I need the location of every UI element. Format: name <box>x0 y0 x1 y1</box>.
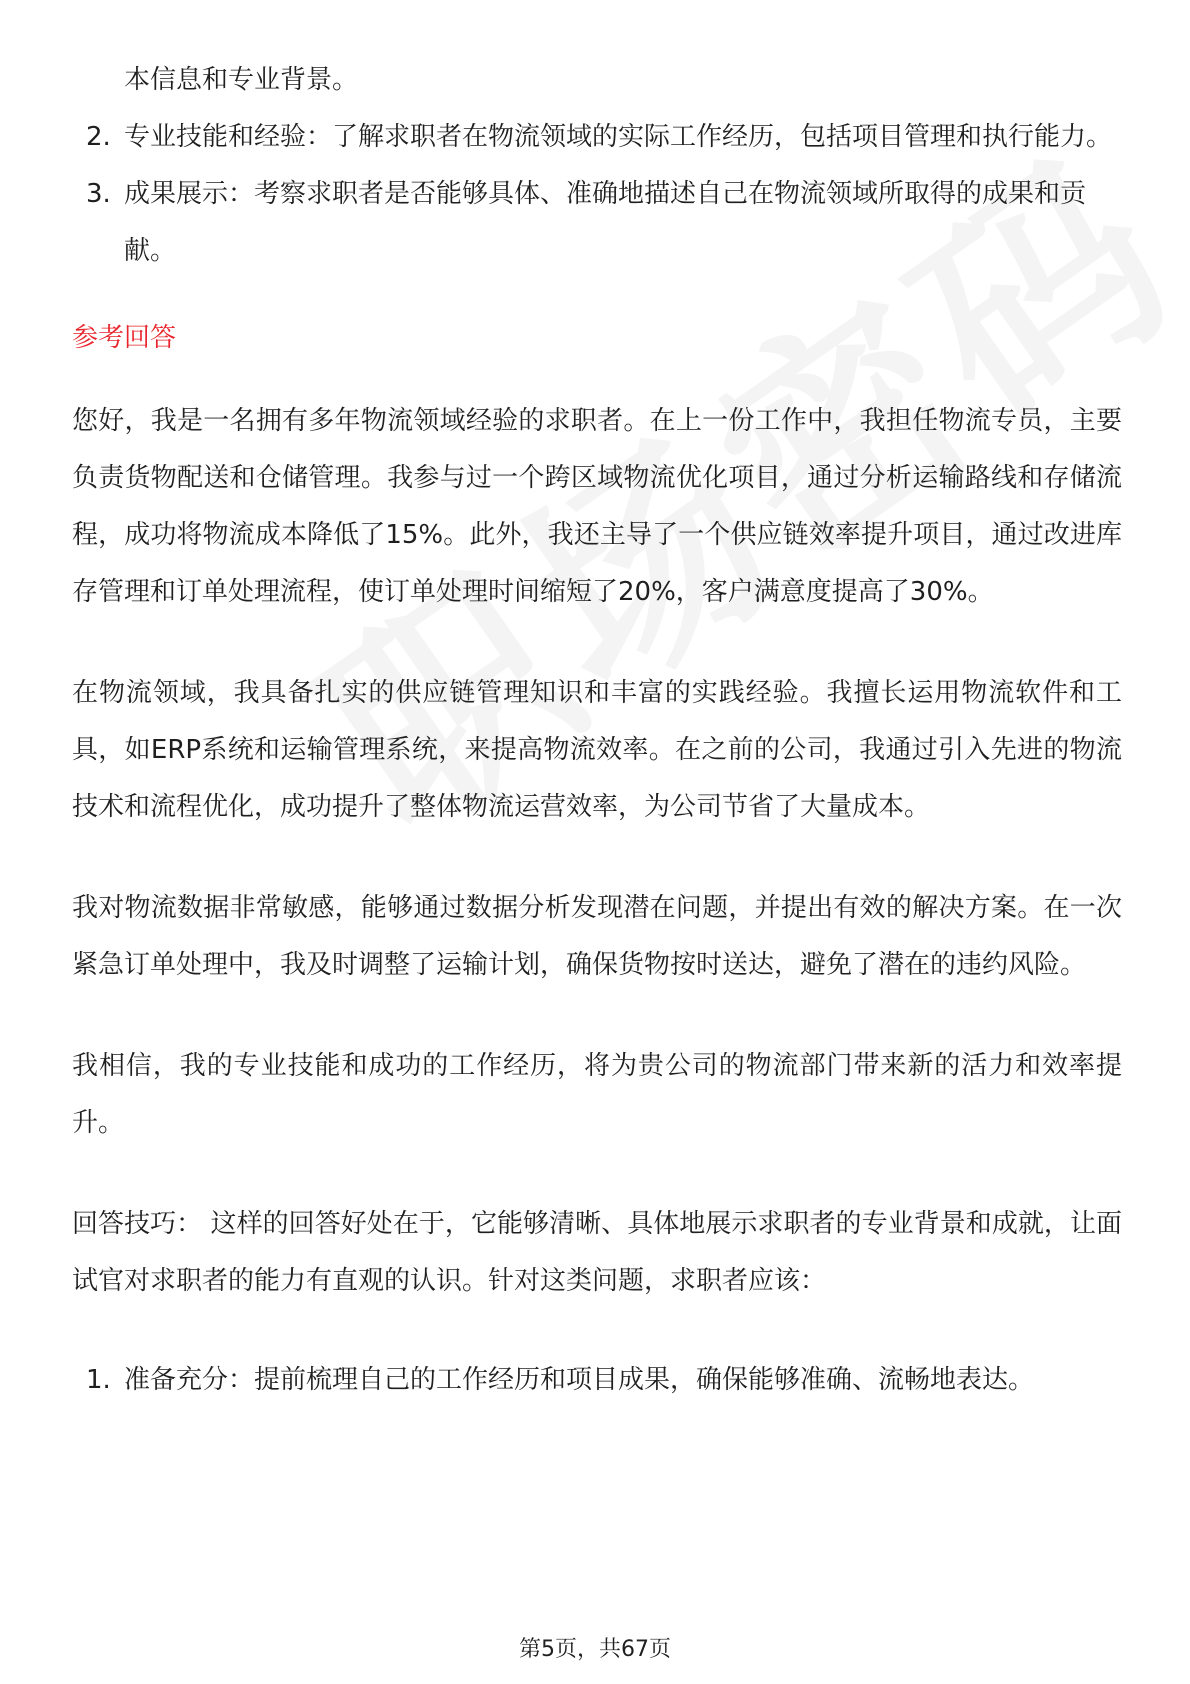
page-footer: 第5页，共67页 <box>519 1637 671 1662</box>
section-heading: 参考回答 <box>72 323 177 353</box>
list-number: 2. <box>86 122 111 152</box>
paragraph: 我对物流数据非常敏感，能够通过数据分析发现潜在问题，并提出有效的解决方案。在一次紧急订单处理中，我及时调整了运输计划，确保货物按时送达，避免了潜在的违约风险。 <box>72 893 1122 980</box>
list-item-text: 成果展示：考察求职者是否能够具体、准确地描述自己在物流领域所取得的成果和贡献。 <box>124 179 1087 266</box>
page-content <box>72 52 1122 1409</box>
criteria-list <box>72 109 1122 280</box>
list-number: 1. <box>86 1365 111 1395</box>
tips-list <box>72 1352 1122 1409</box>
paragraph: 我相信，我的专业技能和成功的工作经历，将为贵公司的物流部门带来新的活力和效率提升。 <box>72 1051 1122 1138</box>
list-item-text: 专业技能和经验：了解求职者在物流领域的实际工作经历，包括项目管理和执行能力。 <box>124 122 1113 152</box>
paragraph: 在物流领域，我具备扎实的供应链管理知识和丰富的实践经验。我擅长运用物流软件和工具，如ERP系统和运输管理系统，来提高物流效率。在之前的公司，我通过引入先进的物流技术和流程优化，成功提升了整体物流运营效率，为公司节省了大量成本。 <box>72 678 1122 822</box>
list-item-continuation: 本信息和专业背景。 <box>124 65 359 95</box>
paragraph: 您好，我是一名拥有多年物流领域经验的求职者。在上一份工作中，我担任物流专员，主要负责货物配送和仓储管理。我参与过一个跨区域物流优化项目，通过分析运输路线和存储流程，成功将物流成本降低了15%。此外，我还主导了一个供应链效率提升项目，通过改进库存管理和订单处理流程，使订单处理时间缩短了20%，客户满意度提高了30%。 <box>72 406 1122 607</box>
list-item <box>72 109 1122 166</box>
list-item <box>72 166 1122 280</box>
list-item-text: 准备充分：提前梳理自己的工作经历和项目成果，确保能够准确、流畅地表达。 <box>124 1365 1035 1395</box>
list-number: 3. <box>86 179 111 209</box>
list-item <box>72 1352 1122 1409</box>
paragraph: 回答技巧： 这样的回答好处在于，它能够清晰、具体地展示求职者的专业背景和成就，让面试官对求职者的能力有直观的认识。针对这类问题，求职者应该： <box>72 1209 1122 1296</box>
